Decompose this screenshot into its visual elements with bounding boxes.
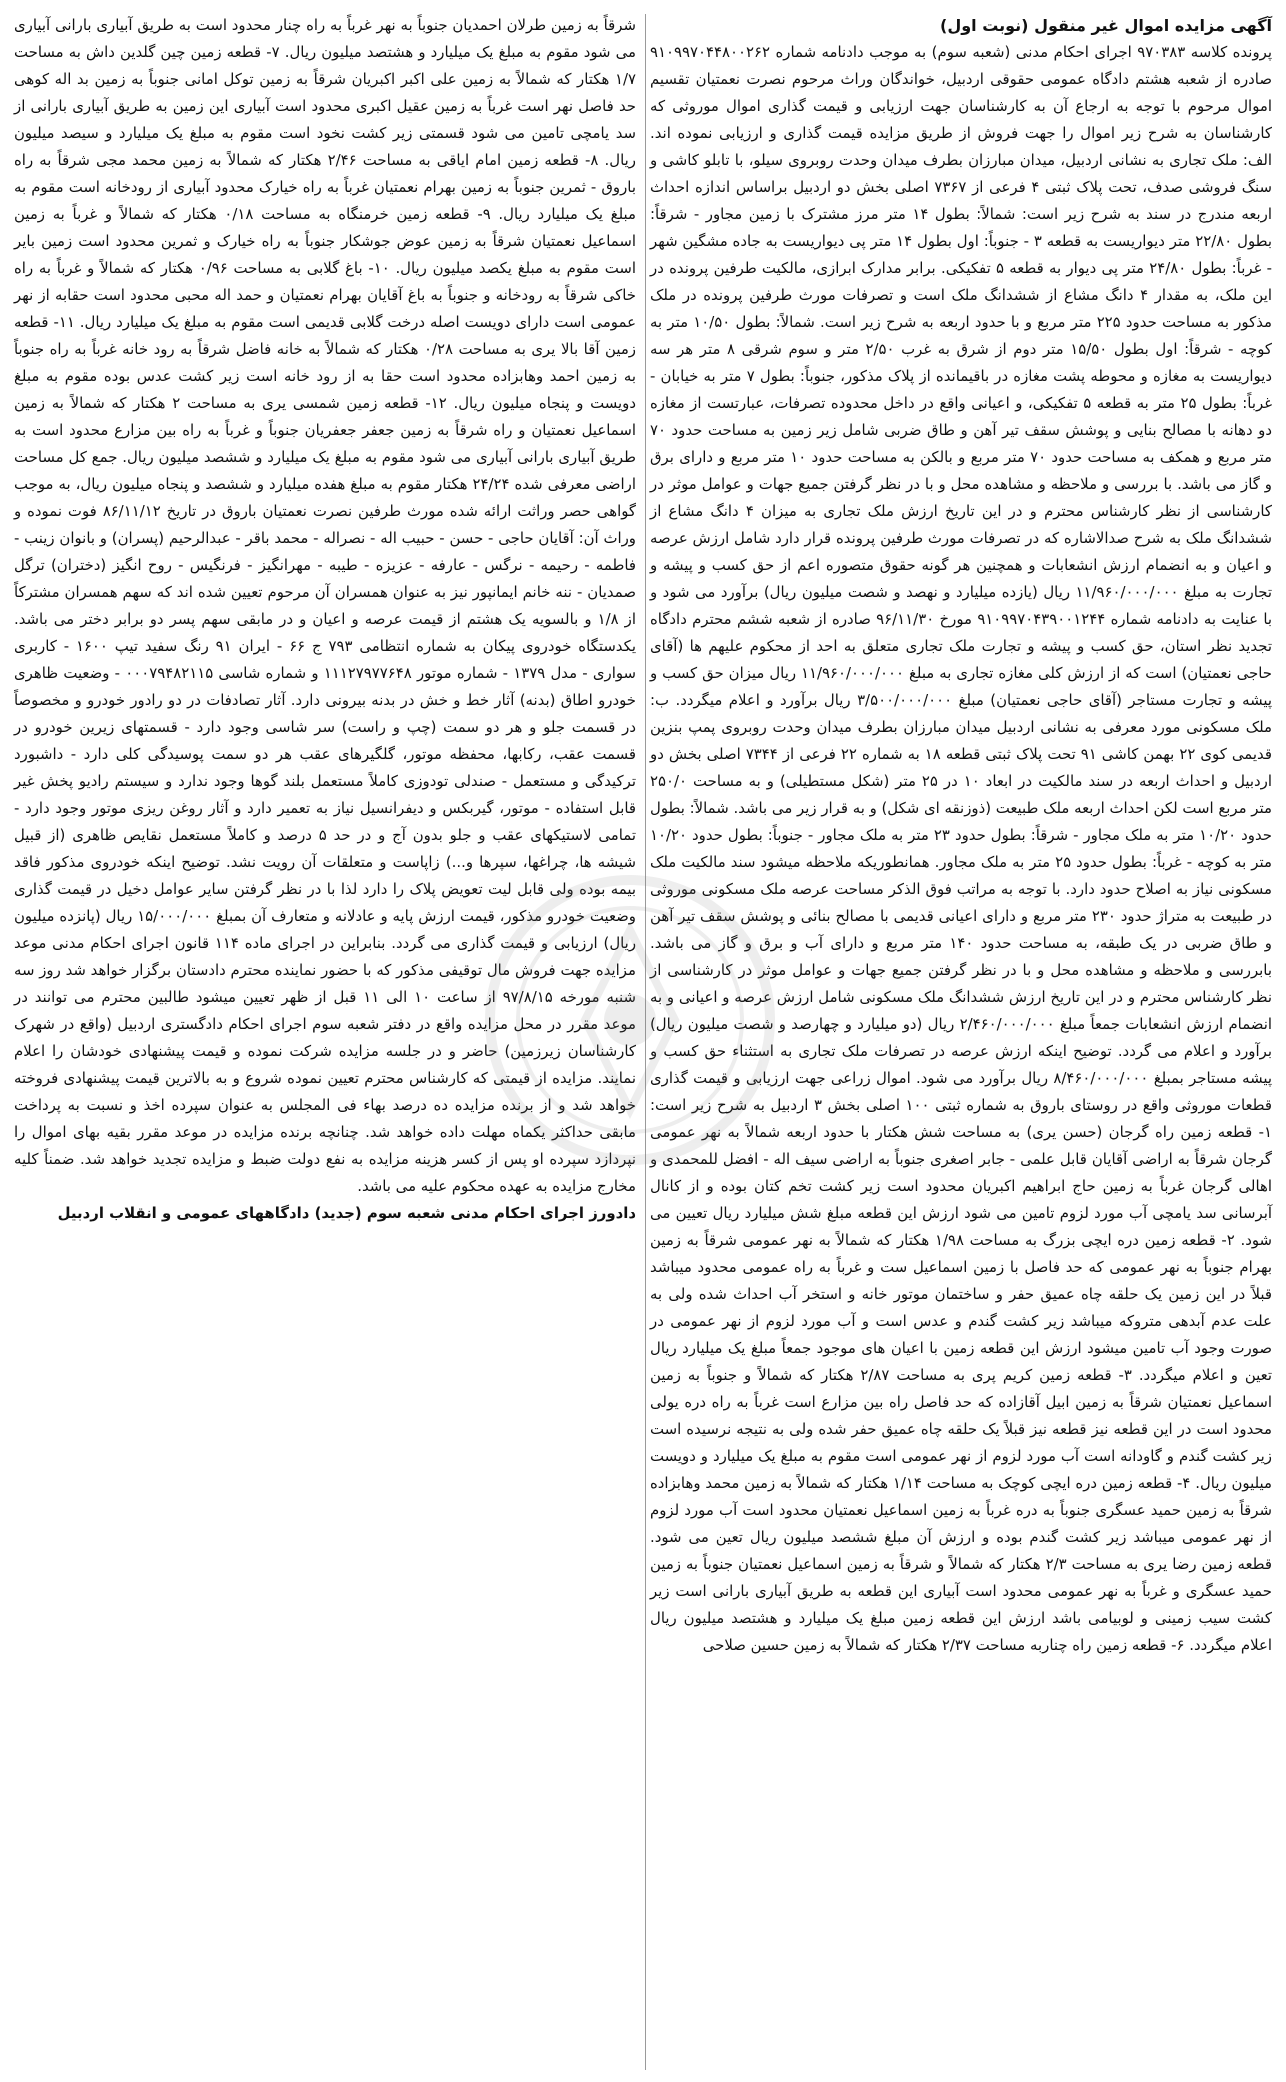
column-divider bbox=[645, 14, 646, 2070]
notice-left-column bbox=[14, 12, 637, 1222]
notice-title: آگهی مزایده اموال غیر منقول (نوبت اول) bbox=[940, 16, 1272, 35]
notice-body-right: پرونده کلاسه ۹۷۰۳۸۳ اجرای احکام مدنی (شعبه سوم) به موجب دادنامه شماره ۹۱۰۹۹۷۰۴۴۸۰۰۲۶۲ صادره از شعبه هشتم دادگاه عمومی حقوقی اردبیل، خواندگان وراث مرحوم نصرت نعمتیان تقسیم اموال مرحوم با توجه به ارجاع آن به کارشناسان جهت ارزیابی و قیمت گذاری اموال موروثی که کارشناسان به شرح زیر اموال را جهت فروش از طریق مزایده قیمت گذاری و ارزیابی نموده اند. الف: ملک تجاری به نشانی اردبیل، میدان مبارزان بطرف میدان وحدت روبروی سیلو، با تابلو کاشی و سنگ فروشی صدف، تحت پلاک ثبتی ۴ فرعی از ۷۳۶۷ اصلی بخش دو اردبیل براساس اندازه احداث اربعه مندرج در سند به شرح زیر است: شمالاً: بطول ۱۴ متر مرز مشترک با زمین مجاور - شرقاً: بطول ۲۲/۸۰ متر دیواریست به قطعه ۳ - جنوباً: اول بطول ۱۴ متر پی دیواریست به جاده مشگین شهر - غرباً: بطول ۲۴/۸۰ متر پی دیوار به قطعه ۵ تفکیکی. برابر مدارک ابرازی، مالکیت طرفین پرونده در این ملک، به مقدار ۴ دانگ مشاع از ششدانگ ملک است و تصرفات مورث طرفین پرونده در ملک مذکور به مساحت حدود ۲۲۵ متر مربع و با حدود اربعه به شرح زیر است. شمالاً: بطول ۱۰/۵۰ متر به کوچه - شرقاً: اول بطول ۱۵/۵۰ متر دوم از شرق به غرب ۲/۵۰ متر و سوم شرقی ۸ متر هر سه دیواریست به مغازه و محوطه پشت مغازه در باقیمانده از پلاک مذکور، جنوباً: بطول ۷ متر به خیابان - غرباً: بطول ۲۵ متر به قطعه ۵ تفکیکی، و اعیانی واقع در داخل محدوده تصرفات، عبارتست از مغازه دو دهانه با مصالح بنایی و پوشش سقف تیر آهن و طاق ضربی شامل زیر زمین به مساحت حدود ۷۰ متر مربع و همکف به مساحت حدود ۷۰ متر مربع و بالکن به مساحت حدود ۱۰ متر مربع و دارای برق و گاز می باشد. با بررسی و ملاحظه و مشاهده محل و با در نظر گرفتن جمیع جهات و عوامل موثر در کارشناسی از نظر کارشناس محترم و در این تاریخ ارزش ملک تجاری به میزان ۴ دانگ مشاع از ششدانگ ملک به شرح صدالاشاره که در تصرفات مورث طرفین پرونده قرار دارد شامل ارزش عرصه و اعیان و به انضمام ارزش انشعابات و همچنین هر گونه حقوق متصوره اعم از حق کسب و پیشه و تجارت به مبلغ ۱۱/۹۶۰/۰۰۰/۰۰۰ ریال (یازده میلیارد و نهصد و شصت میلیون ریال) برآورد می شود و با عنایت به دادنامه شماره ۹۱۰۹۹۷۰۴۳۹۰۰۱۲۴۴ مورخ ۹۶/۱۱/۳۰ صادره از شعبه ششم محترم دادگاه تجدید نظر استان، حق کسب و پیشه و تجارت ملک تجاری متعلق به احد از محکوم علیهم ها (آقای حاجی نعمتیان) است که از ارزش کلی مغازه تجاری به مبلغ ۱۱/۹۶۰/۰۰۰/۰۰۰ ریال میزان حق کسب و پیشه و تجارت مستاجر (آقای حاجی نعمتیان) مبلغ ۳/۵۰۰/۰۰۰/۰۰۰ ریال برآورد و اعلام میگردد. ب: ملک مسکونی مورد معرفی به نشانی اردبیل میدان مبارزان بطرف میدان وحدت روبروی پمپ بنزین قدیمی کوی ۲۲ بهمن کاشی ۹۱ تحت پلاک ثبتی قطعه ۱۸ به شماره ۲۲ فرعی از ۷۳۴۴ اصلی بخش دو اردبیل و احداث اربعه در سند مالکیت در ابعاد ۱۰ در ۲۵ متر (شکل مستطیلی) و به مساحت ۲۵۰/۰ متر مربع است لکن احداث اربعه ملک طبیعت (ذوزنقه ای شکل) و به قرار زیر می باشد. شمالاً: بطول حدود ۱۰/۲۰ متر به ملک مجاور - شرقاً: بطول حدود ۲۳ متر به ملک مجاور - جنوباً: بطول حدود ۱۰/۲۰ متر به کوچه - غرباً: بطول حدود ۲۵ متر به ملک مجاور. همانطوریکه ملاحظه میشود سند مالکیت ملک مسکونی نیاز به اصلاح حدود دارد. با توجه به مراتب فوق الذکر مساحت عرصه ملک مسکونی موروثی در طبیعت به متراژ حدود ۲۳۰ متر مربع و دارای اعیانی قدیمی با مصالح بنائی و پوشش سقف تیر آهن و طاق ضربی در یک طبقه، به مساحت حدود ۱۴۰ متر مربع و دارای آب و برق و گاز می باشد. بابررسی و ملاحظه و مشاهده محل و با در نظر گرفتن جمیع جهات و عوامل موثر در کارشناسی از نظر کارشناس محترم و در این تاریخ ارزش ششدانگ ملک مسکونی شامل ارزش عرصه و اعیانی و به انضمام ارزش انشعابات جمعاً مبلغ ۲/۴۶۰/۰۰۰/۰۰۰ ریال (دو میلیارد و چهارصد و شصت میلیون ریال) برآورد و اعلام می گردد. توضیح اینکه ارزش عرصه در تصرفات ملک تجاری به استثناء حق کسب و پیشه مستاجر بمبلغ ۸/۴۶۰/۰۰۰/۰۰۰ ریال برآورد می شود. اموال زراعی جهت ارزیابی و قیمت گذاری قطعات موروثی واقع در روستای باروق به شماره ثبتی ۱۰۰ اصلی بخش ۳ اردبیل به شرح زیر است: ۱- قطعه زمین راه گرجان (حسن یری) به مساحت شش هکتار با حدود اربعه شمالاً به نهر عمومی گرجان شرقاً به اراضی آقایان قابل علمی - جابر اصغری جنوباً به اراضی سیف اله - افضل للمحمدی و اهالی گرجان غرباً به زمین حاج ابراهیم اکبریان محدود است زیر کشت تخم کتان بوده و از کانال آبرسانی سد یامچی آب مورد لزوم تامین می شود ارزش این قطعه مبلغ شش میلیارد ریال تعیین می شود. ۲- قطعه زمین دره ایچی بزرگ به مساحت ۱/۹۸ هکتار که شمالاً به نهر عمومی شرقاً به زمین بهرام جنوباً به نهر عمومی که حد فاصل با زمین اسماعیل ست و غرباً به راه عمومی محدود میباشد قبلاً در این زمین یک حلقه چاه عمیق حفر و ساختمان موتور خانه و استخر آب احداث شده ولی به علت عدم آبدهی متروکه میباشد زیر کشت گندم و عدس است و آب مورد لزوم از نهر عمومی در صورت وجود آب تامین میشود ارزش این قطعه زمین با اعیان های موجود جمعاً مبلغ یک میلیارد ریال تعین و اعلام میگردد. ۳- قطعه زمین کریم پری به مساحت ۲/۸۷ هکتار که شمالاً و جنوباً به زمین اسماعیل نعمتیان شرقاً به زمین ابیل آقازاده که حد فاصل راه بین مزارع است غرباً به راه دره یولی محدود است در این قطعه نیز قطعه نیز قبلاً یک حلقه چاه عمیق حفر شده ولی به نتیجه نرسیده است زیر کشت گندم و گاودانه است آب مورد لزوم از نهر عمومی است مقوم به مبلغ یک میلیارد و دویست میلیون ریال. ۴- قطعه زمین دره ایچی کوچک به مساحت ۱/۱۴ هکتار که شمالاً به زمین محمد وهابزاده شرقاً به زمین حمید عسگری جنوباً به دره غرباً به زمین اسماعیل نعمتیان محدود است آب مورد لزوم از نهر عمومی میباشد زیر کشت گندم بوده و ارزش آن مبلغ ششصد میلیون ریال تعین می شود. قطعه زمین رضا یری به مساحت ۲/۳ هکتار که شمالاً و شرقاً به زمین اسماعیل نعمتیان جنوباً به زمین حمید عسگری و غرباً به نهر عمومی محدود است آبیاری این قطعه به طریق آبیاری بارانی است زیر کشت سیب زمینی و لوبیامی باشد ارزش این قطعه زمین مبلغ یک میلیارد و هشتصد میلیون ریال اعلام میگردد. ۶- قطعه زمین راه چناربه مساحت ۲/۳۷ هکتار که شمالاً به زمین حسین صلاحی bbox=[650, 43, 1273, 1654]
notice-body-left: شرقاً به زمین طرلان احمدیان جنوباً به نهر غرباً به راه چنار محدود است به طریق آبیاری بارانی آبیاری می شود مقوم به مبلغ یک میلیارد و هشتصد میلیون ریال. ۷- قطعه زمین چین گلدین داش به مساحت ۱/۷ هکتار که شمالاً به زمین علی اکبر اکبریان شرقاً به زمین توکل امانی جنوباً به زمین بد اله کوهی حد فاصل نهر است غرباً به زمین عقیل اکبری محدود است آبیاری این زمین به طریق آبیاری بارانی از سد یامچی تامین می شود قسمتی زیر کشت نخود است مقوم به مبلغ یک میلیارد و سیصد میلیون ریال. ۸- قطعه زمین امام ایاقی به مساحت ۲/۴۶ هکتار که شمالاً به زمین محمد مجی شرقاً به راه باروق - ثمرین جنوباً به زمین بهرام نعمتیان غرباً به راه خیارک محدود آبیاری از رودخانه است مقوم به مبلغ یک میلیارد ریال. ۹- قطعه زمین خرمنگاه به مساحت ۰/۱۸ هکتار که شمالاً و غرباً به زمین اسماعیل نعمتیان شرقاً به زمین عوض جوشکار جنوباً به راه خیارک و ثمرین محدود است زمین بایر است مقوم به مبلغ یکصد میلیون ریال. ۱۰- باغ گلابی به مساحت ۰/۹۶ هکتار که شمالاً و غرباً به راه خاکی شرقاً به رودخانه و جنوباً به باغ آقایان بهرام نعمتیان و حمد اله محبی محدود است حقابه از نهر عمومی است دارای دویست اصله درخت گلابی قدیمی است مقوم به مبلغ یک میلیارد ریال. ۱۱- قطعه زمین آقا بالا یری به مساحت ۰/۲۸ هکتار که شمالاً به خانه فاضل شرقاً به رود خانه غرباً به راه جنوباً به زمین احمد وهابزاده محدود است حقا به از رود خانه است زیر کشت عدس بوده مقوم به مبلغ دویست و پنجاه میلیون ریال. ۱۲- قطعه زمین شمسی یری به مساحت ۲ هکتار که شمالاً به زمین اسماعیل نعمتیان و راه شرقاً به زمین جعفر جعفریان جنوباً و غرباً به راه بین مزارع محدود است به طریق آبیاری بارانی آبیاری می شود مقوم به مبلغ یک میلیارد و ششصد میلیون ریال. جمع کل مساحت اراضی معرفی شده ۲۴/۲۴ هکتار مقوم به مبلغ هفده میلیارد و ششصد و پنجاه میلیون ریال، به موجب گواهی حصر وراثت ارائه شده مورث طرفین نصرت نعمتیان باروق در تاریخ ۸۶/۱۱/۱۲ فوت نموده و وراث آن: آقایان حاجی - حسن - حبیب اله - نصراله - محمد باقر - عبدالرحیم (پسران) و بانوان زینب - فاطمه - رحیمه - نرگس - عارفه - عزیزه - طیبه - مهرانگیز - فرنگیس - روح انگیز (دختران) ترگل صمدیان - ننه خانم ایمانپور نیز به عنوان همسران آن مرحوم تعیین شده اند که سهم همسران مشترکاً از ۱/۸ و بالسویه یک هشتم از قیمت عرصه و اعیان و در مابقی سهم پسر دو برابر دختر می باشد. یکدستگاه خودروی پیکان به شماره انتظامی ۷۹۳ ج ۶۶ - ایران ۹۱ رنگ سفید تیپ ۱۶۰۰ - کاربری سواری - مدل ۱۳۷۹ - شماره موتور ۱۱۱۲۷۹۷۷۶۴۸ و شماره شاسی ۰۰۰۷۹۴۸۲۱۱۵ - وضعیت ظاهری خودرو اطاق (بدنه) آثار خط و خش در بدنه بیرونی دارد. آثار تصادفات در دو رادور خودرو و مخصوصاً در قسمت جلو و هر دو سمت (چپ و راست) سر شاسی وجود دارد - قسمتهای زیرین خودرو در قسمت عقب، رکابها، محفظه موتور، گلگیرهای عقب هر دو سمت پوسیدگی کلی دارد - داشبورد ترکیدگی و مستعمل - صندلی تودوزی کاملاً مستعمل بلند گوها وجود ندارد و سیستم رادیو پخش غیر قابل استفاده - موتور، گیربکس و دیفرانسیل نیاز به تعمیر دارد و آثار روغن ریزی موتور وجود دارد - تمامی لاستیکهای عقب و جلو بدون آج و در حد ۵ درصد و کاملاً مستعمل نقایص ظاهری (از قبیل شیشه ها، چراغها، سپرها و...) زاپاست و متعلقات آن رویت نشد. توضیح اینکه خودروی مذکور فاقد بیمه بوده ولی قابل لیت تعویض پلاک را دارد لذا با در نظر گرفتن سایر عوامل دخیل در قیمت گذاری وضعیت خودرو مذکور، قیمت ارزش پایه و عادلانه و متعارف آن بمبلغ ۱۵/۰۰۰/۰۰۰ ریال (پانزده میلیون ریال) ارزیابی و قیمت گذاری می گردد. بنابراین در اجرای ماده ۱۱۴ قانون اجرای احکام مدنی موعد مزایده جهت فروش مال توقیفی مذکور که با حضور نماینده محترم دادستان برگزار خواهد شد روز سه شنبه مورخه ۹۷/۸/۱۵ از ساعت ۱۰ الی ۱۱ قبل از ظهر تعیین میشود طالبین محترم می توانند در موعد مقرر در محل مزایده واقع در دفتر شعبه سوم اجرای احکام دادگستری اردبیل (واقع در شهرک کارشناسان زیرزمین) حاضر و در جلسه مزایده شرکت نموده و قیمت پیشنهادی خودشان را اعلام نمایند. مزایده از قیمتی که کارشناس محترم تعیین نموده شروع و به بالاترین قیمت پیشنهادی فروخته خواهد شد و از برنده مزایده ده درصد بهاء فی المجلس به عنوان سپرده اخذ و نسبت به پرداخت مابقی حداکثر یکماه مهلت داده خواهد شد. چنانچه برنده مزایده در موعد مقرر بقیه بهای اموال را نپردازد سپرده او پس از کسر هزینه مزایده به نفع دولت ضبط و مزایده تجدید خواهد شد. ضمناً کلیه مخارج مزایده به عهده محکوم علیه می باشد. bbox=[14, 16, 637, 1195]
notice-signature: دادورز اجرای احکام مدنی شعبه سوم (جدید) دادگاههای عمومی و انقلاب اردبیل bbox=[57, 1204, 636, 1222]
notice-right-column bbox=[650, 12, 1272, 2076]
